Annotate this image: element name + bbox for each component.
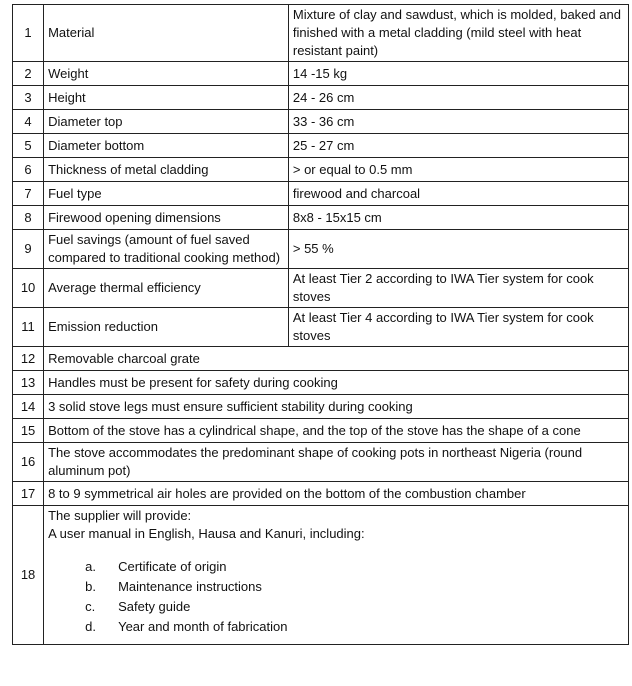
row-number: 16 (13, 443, 44, 482)
spec-label: Fuel type (44, 182, 289, 206)
stove-specification-table (12, 4, 629, 645)
table-row (13, 158, 629, 182)
spec-label: Weight (44, 62, 289, 86)
row-number: 2 (13, 62, 44, 86)
table-row (13, 134, 629, 158)
row-number: 6 (13, 158, 44, 182)
spacer (48, 543, 624, 557)
list-item (85, 577, 624, 597)
row-number: 11 (13, 308, 44, 347)
spec-value: > or equal to 0.5 mm (288, 158, 628, 182)
table-row (13, 482, 629, 506)
spec-label: Firewood opening dimensions (44, 206, 289, 230)
spec-label: Thickness of metal cladding (44, 158, 289, 182)
table-row (13, 371, 629, 395)
requirement-text: Removable charcoal grate (44, 347, 629, 371)
spec-label: Diameter bottom (44, 134, 289, 158)
table-row (13, 269, 629, 308)
supplier-provisions-cell (44, 506, 629, 645)
list-item-text: Maintenance instructions (118, 579, 262, 594)
requirement-text: Bottom of the stove has a cylindrical shape, and the top of the stove has the shape of a cone (44, 419, 629, 443)
list-item-text: Certificate of origin (118, 559, 227, 574)
spec-value: Mixture of clay and sawdust, which is molded, baked and finished with a metal cladding (mild steel with heat resistant paint) (288, 5, 628, 62)
spec-value: firewood and charcoal (288, 182, 628, 206)
table-row (13, 506, 629, 645)
table-row (13, 5, 629, 62)
supplier-intro: The supplier will provide: (48, 508, 192, 523)
spec-value: At least Tier 2 according to IWA Tier system for cook stoves (288, 269, 628, 308)
table-row (13, 308, 629, 347)
table-row (13, 86, 629, 110)
list-marker: a. (85, 559, 96, 574)
row-number: 3 (13, 86, 44, 110)
row-number: 10 (13, 269, 44, 308)
table-row (13, 419, 629, 443)
spec-label: Material (44, 5, 289, 62)
row-number: 17 (13, 482, 44, 506)
spec-label: Height (44, 86, 289, 110)
table-row (13, 182, 629, 206)
row-number: 14 (13, 395, 44, 419)
requirement-text: Handles must be present for safety during cooking (44, 371, 629, 395)
spec-label: Average thermal efficiency (44, 269, 289, 308)
spec-value: 33 - 36 cm (288, 110, 628, 134)
spec-label: Fuel savings (amount of fuel saved compared to traditional cooking method) (44, 230, 289, 269)
row-number: 18 (13, 506, 44, 645)
spec-value: 14 -15 kg (288, 62, 628, 86)
table-row (13, 206, 629, 230)
list-marker: d. (85, 619, 96, 634)
list-item-text: Year and month of fabrication (118, 619, 288, 634)
list-item-text: Safety guide (118, 599, 191, 614)
table-row (13, 110, 629, 134)
row-number: 15 (13, 419, 44, 443)
row-number: 4 (13, 110, 44, 134)
row-number: 12 (13, 347, 44, 371)
spec-label: Diameter top (44, 110, 289, 134)
spec-value: 8x8 - 15x15 cm (288, 206, 628, 230)
list-item (85, 557, 624, 577)
row-number: 9 (13, 230, 44, 269)
spec-label: Emission reduction (44, 308, 289, 347)
list-item (85, 617, 624, 637)
spec-value: 24 - 26 cm (288, 86, 628, 110)
row-number: 8 (13, 206, 44, 230)
user-manual-intro: A user manual in English, Hausa and Kanuri, including: (48, 526, 365, 541)
requirement-text: 8 to 9 symmetrical air holes are provided on the bottom of the combustion chamber (44, 482, 629, 506)
row-number: 13 (13, 371, 44, 395)
row-number: 5 (13, 134, 44, 158)
table-row (13, 443, 629, 482)
table-row (13, 62, 629, 86)
row-number: 7 (13, 182, 44, 206)
spec-value: At least Tier 4 according to IWA Tier system for cook stoves (288, 308, 628, 347)
table-row (13, 395, 629, 419)
row-number: 1 (13, 5, 44, 62)
spec-value: 25 - 27 cm (288, 134, 628, 158)
table-row (13, 230, 629, 269)
list-marker: b. (85, 579, 96, 594)
requirement-text: 3 solid stove legs must ensure sufficient stability during cooking (44, 395, 629, 419)
spec-value: > 55 % (288, 230, 628, 269)
list-item (85, 597, 624, 617)
table-row (13, 347, 629, 371)
supplier-items-list (48, 557, 624, 643)
requirement-text: The stove accommodates the predominant shape of cooking pots in northeast Nigeria (round aluminum pot) (44, 443, 629, 482)
list-marker: c. (85, 599, 96, 614)
